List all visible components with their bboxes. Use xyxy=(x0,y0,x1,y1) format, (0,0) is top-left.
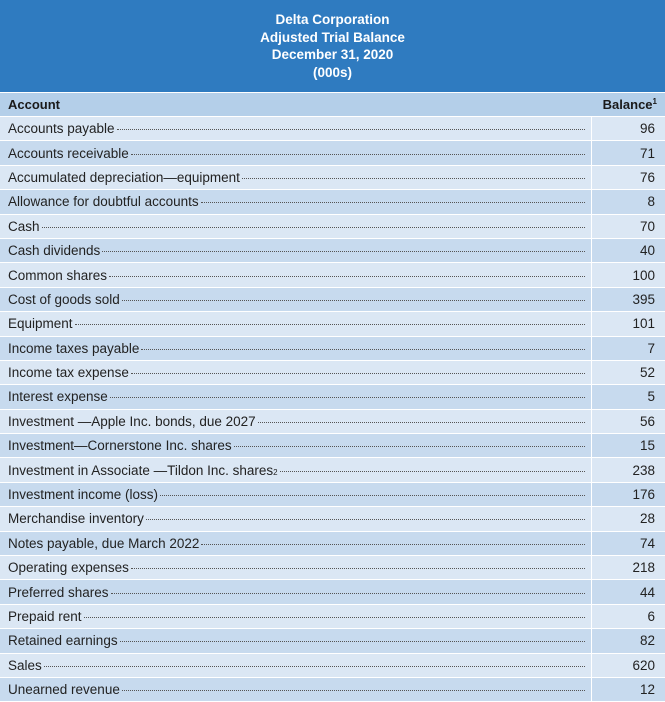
balance-header-label: Balance xyxy=(602,97,653,112)
account-cell xyxy=(0,633,591,648)
dot-leader xyxy=(131,567,585,569)
balance-footnote-marker: 1 xyxy=(652,97,657,106)
table-row xyxy=(0,288,665,312)
account-cell xyxy=(0,121,591,136)
account-name: Preferred shares xyxy=(8,584,109,600)
table-row xyxy=(0,312,665,336)
dot-leader xyxy=(75,323,585,325)
statement-date: December 31, 2020 xyxy=(271,47,394,62)
account-name: Cash dividends xyxy=(8,243,101,259)
statement-title: Adjusted Trial Balance xyxy=(260,29,405,45)
table-row xyxy=(0,337,665,361)
account-name: Accumulated depreciation—equipment xyxy=(8,169,240,185)
account-name: Unearned revenue xyxy=(8,682,120,698)
account-name: Allowance for doubtful accounts xyxy=(8,194,199,210)
table-row xyxy=(0,532,665,556)
account-cell xyxy=(0,389,591,404)
balance-cell: 8 xyxy=(591,190,665,213)
dot-leader xyxy=(234,445,585,447)
table-row xyxy=(0,410,665,434)
account-name: Income tax expense xyxy=(8,365,129,381)
balance-cell: 101 xyxy=(591,312,665,335)
account-name: Merchandise inventory xyxy=(8,511,144,527)
balance-cell: 74 xyxy=(591,532,665,555)
balance-cell: 15 xyxy=(591,434,665,457)
account-cell xyxy=(0,511,591,526)
account-name: Investment—Cornerstone Inc. shares xyxy=(8,438,232,454)
balance-cell: 5 xyxy=(591,385,665,408)
balance-cell: 96 xyxy=(591,117,665,140)
account-cell xyxy=(0,414,591,429)
dot-leader xyxy=(141,348,585,350)
account-name: Notes payable, due March 2022 xyxy=(8,535,200,551)
account-cell xyxy=(0,341,591,356)
account-cell xyxy=(0,365,591,380)
table-row xyxy=(0,166,665,190)
balance-cell: 70 xyxy=(591,215,665,238)
account-cell xyxy=(0,219,591,234)
balance-cell: 12 xyxy=(591,678,665,701)
units-label: (000s) xyxy=(312,64,353,80)
column-headers xyxy=(0,92,665,117)
table-row xyxy=(0,556,665,580)
account-cell xyxy=(0,585,591,600)
account-name: Prepaid rent xyxy=(8,609,82,624)
table-row xyxy=(0,385,665,409)
account-name: Equipment xyxy=(8,316,73,332)
dot-leader xyxy=(102,250,585,252)
dot-leader xyxy=(160,494,585,496)
dot-leader xyxy=(201,543,585,545)
table-row xyxy=(0,141,665,165)
account-name: Cash xyxy=(8,218,40,234)
table-row xyxy=(0,215,665,239)
balance-cell: 76 xyxy=(591,166,665,189)
balance-cell: 620 xyxy=(591,654,665,677)
balance-cell: 176 xyxy=(591,483,665,506)
balance-cell: 6 xyxy=(591,605,665,628)
balance-column-header xyxy=(587,97,665,112)
table-row xyxy=(0,434,665,458)
table-row xyxy=(0,190,665,214)
account-cell xyxy=(0,682,591,697)
balance-cell: 44 xyxy=(591,580,665,603)
account-name: Sales xyxy=(8,657,42,673)
dot-leader xyxy=(131,153,585,155)
table-header xyxy=(0,0,665,92)
balance-cell: 28 xyxy=(591,507,665,530)
account-name: Accounts receivable xyxy=(8,145,129,161)
dot-leader xyxy=(109,275,585,277)
balance-cell: 395 xyxy=(591,288,665,311)
balance-cell: 40 xyxy=(591,239,665,262)
account-name: Interest expense xyxy=(8,389,108,405)
table-row xyxy=(0,117,665,141)
account-cell xyxy=(0,194,591,209)
table-row xyxy=(0,654,665,678)
dot-leader xyxy=(146,518,585,520)
dot-leader xyxy=(258,421,585,423)
dot-leader xyxy=(44,665,585,667)
account-cell xyxy=(0,536,591,551)
account-name: Cost of goods sold xyxy=(8,291,120,307)
balance-cell: 100 xyxy=(591,263,665,286)
table-row xyxy=(0,458,665,482)
table-row xyxy=(0,361,665,385)
account-cell xyxy=(0,243,591,258)
table-row xyxy=(0,629,665,653)
account-cell xyxy=(0,268,591,283)
balance-cell: 56 xyxy=(591,410,665,433)
account-footnote-marker: 2 xyxy=(273,467,278,477)
account-column-header: Account xyxy=(8,97,60,112)
account-cell xyxy=(0,560,591,575)
balance-cell: 218 xyxy=(591,556,665,579)
account-cell xyxy=(0,146,591,161)
balance-cell: 7 xyxy=(591,337,665,360)
account-name: Investment income (loss) xyxy=(8,487,159,503)
dot-leader xyxy=(84,616,585,618)
account-name: Common shares xyxy=(8,267,108,283)
table-row xyxy=(0,239,665,263)
account-cell xyxy=(0,463,591,478)
account-cell xyxy=(0,292,591,307)
dot-leader xyxy=(242,177,585,179)
account-cell xyxy=(0,438,591,453)
company-name: Delta Corporation xyxy=(275,12,390,27)
table-row xyxy=(0,605,665,629)
dot-leader xyxy=(117,128,585,130)
balance-cell: 82 xyxy=(591,629,665,652)
account-cell xyxy=(0,316,591,331)
table-body xyxy=(0,117,665,702)
account-name: Income taxes payable xyxy=(8,340,140,356)
account-cell xyxy=(0,487,591,502)
table-row xyxy=(0,580,665,604)
balance-cell: 71 xyxy=(591,141,665,164)
account-name: Retained earnings xyxy=(8,633,118,649)
account-name: Investment —Apple Inc. bonds, due 2027 xyxy=(8,413,256,429)
dot-leader xyxy=(131,372,585,374)
table-row xyxy=(0,507,665,531)
account-cell xyxy=(0,170,591,185)
account-name: Investment in Associate —Tildon Inc. shares xyxy=(8,462,274,478)
dot-leader xyxy=(42,226,585,228)
dot-leader xyxy=(110,396,585,398)
table-row xyxy=(0,263,665,287)
dot-leader xyxy=(111,592,585,594)
table-row xyxy=(0,678,665,702)
balance-cell: 52 xyxy=(591,361,665,384)
account-name: Operating expenses xyxy=(8,560,129,576)
table-row xyxy=(0,483,665,507)
balance-cell: 238 xyxy=(591,458,665,481)
dot-leader xyxy=(120,640,585,642)
account-cell xyxy=(0,609,591,624)
dot-leader xyxy=(201,201,585,203)
dot-leader xyxy=(122,689,585,691)
dot-leader xyxy=(122,299,585,301)
account-cell xyxy=(0,658,591,673)
account-name: Accounts payable xyxy=(8,121,115,137)
dot-leader xyxy=(280,470,585,472)
